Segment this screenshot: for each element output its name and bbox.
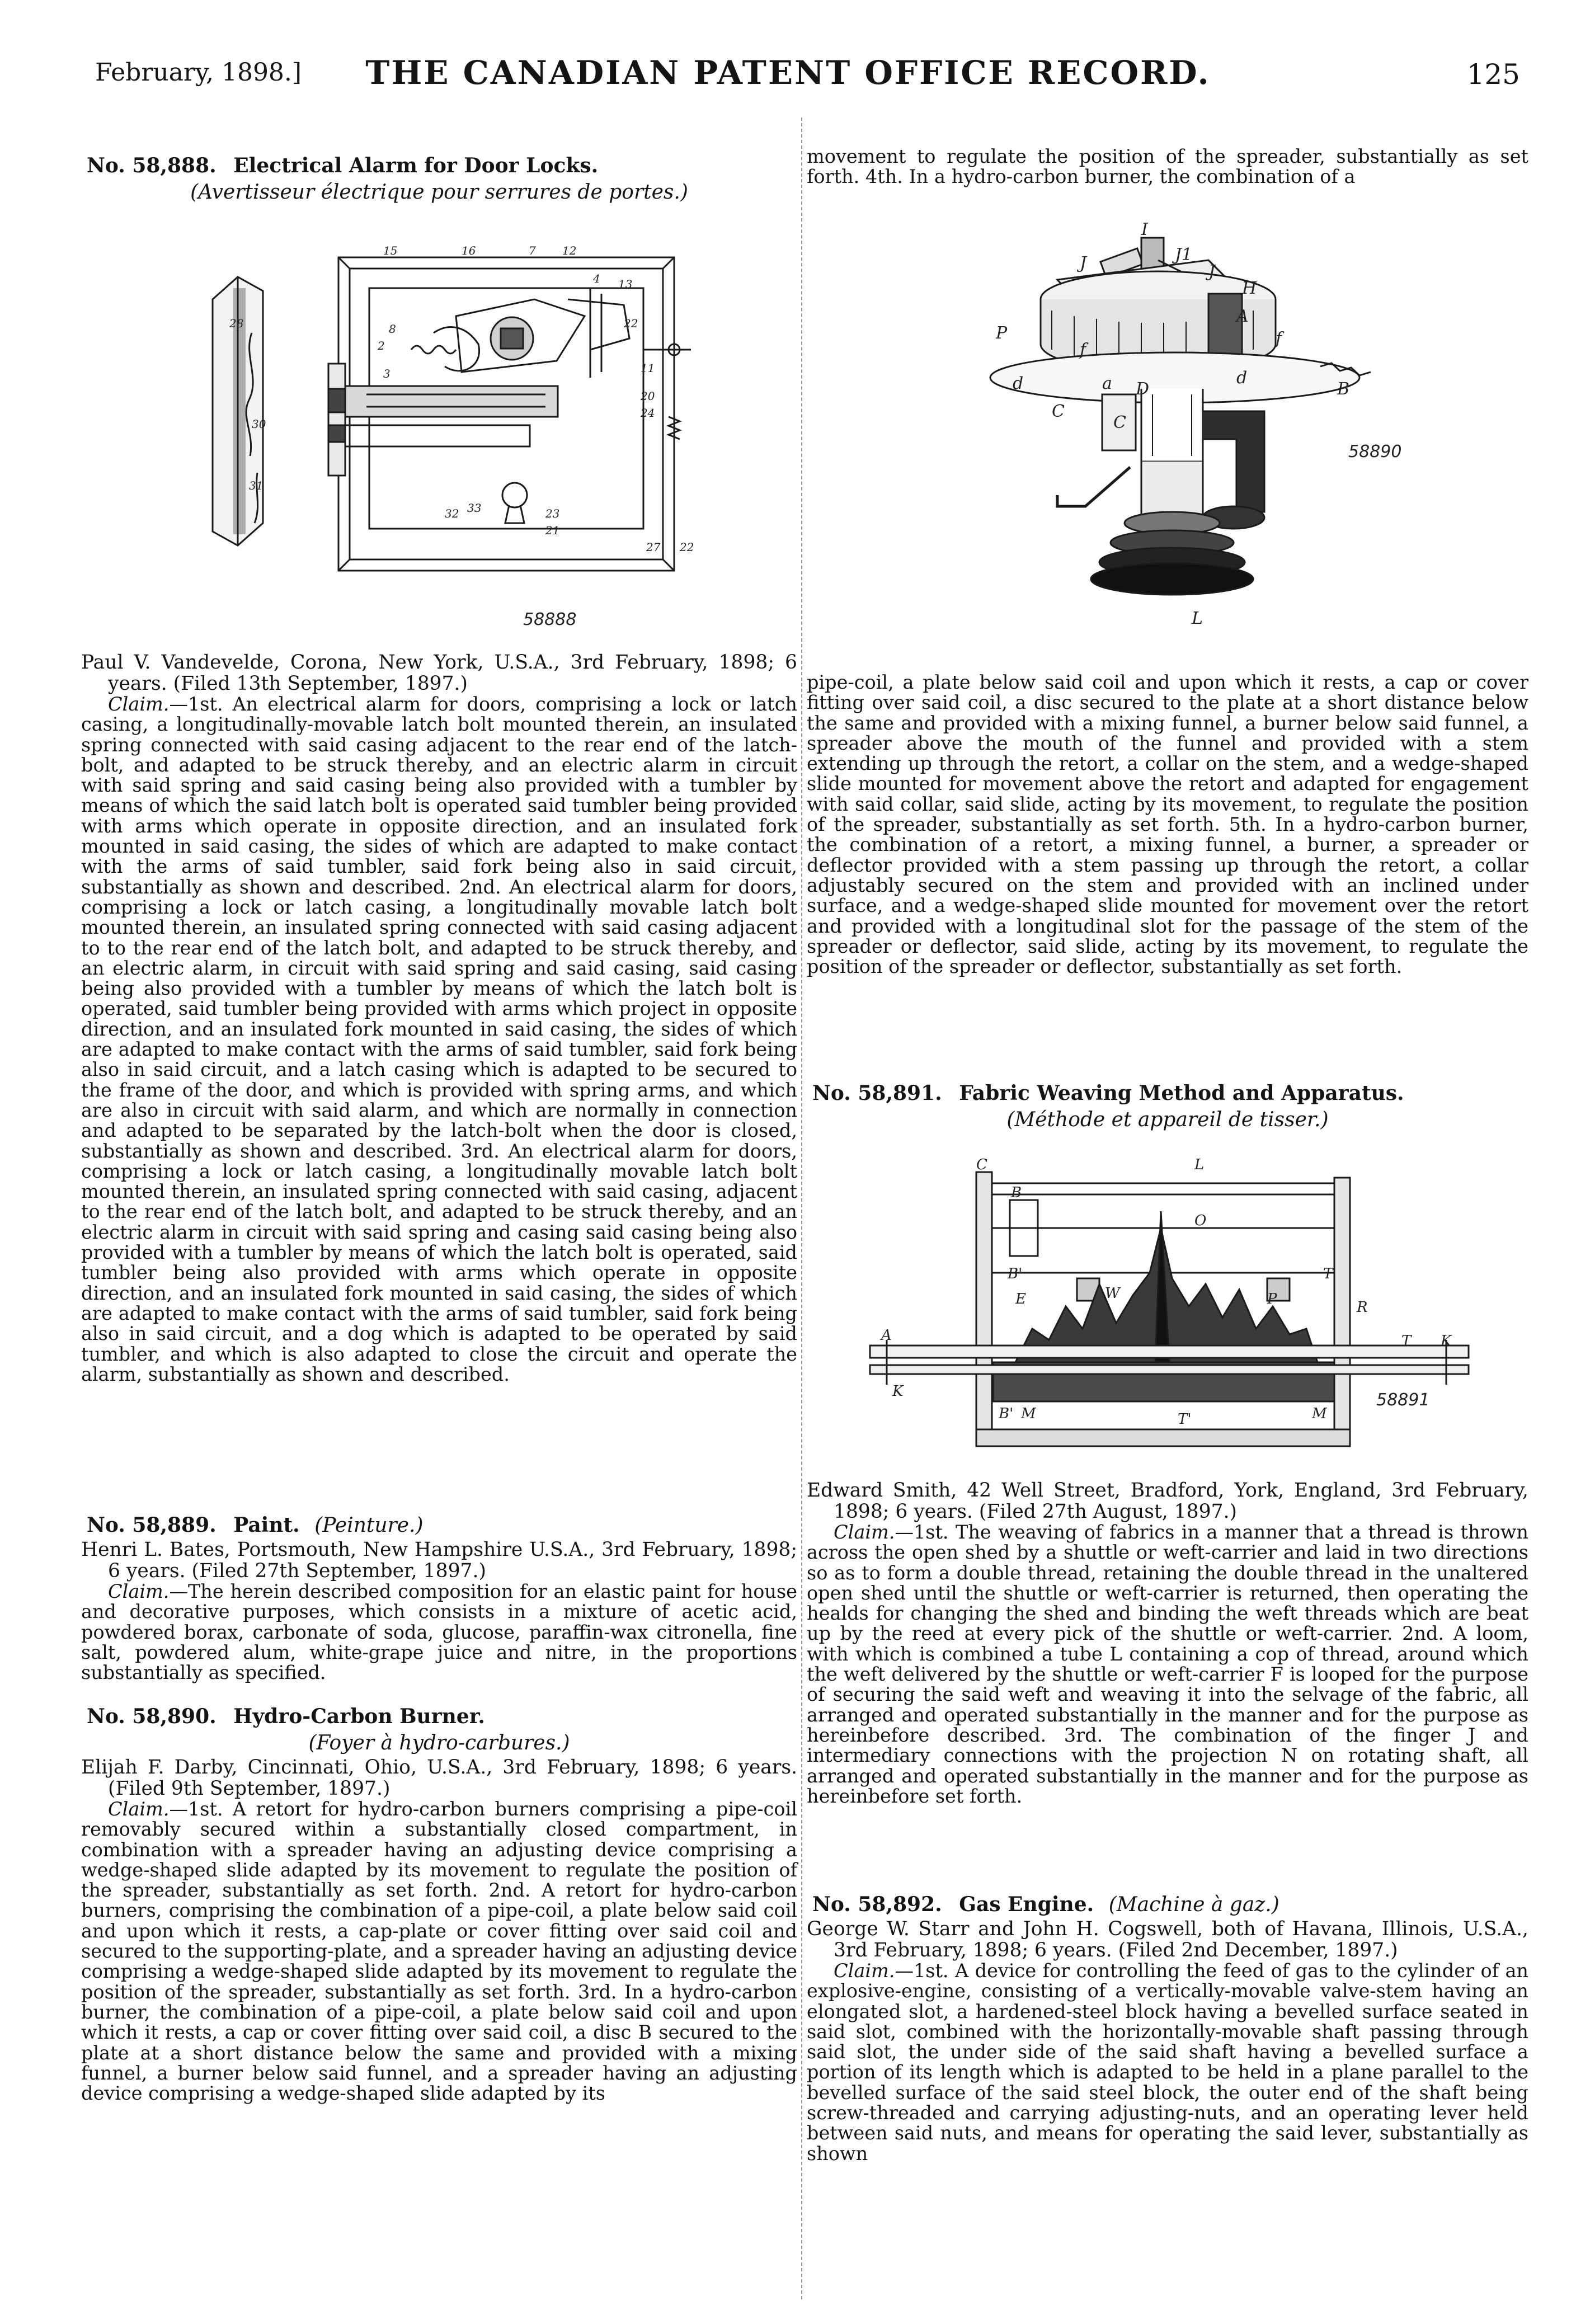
svg-text:A: A [1236,307,1249,326]
patent-title: Electrical Alarm for Door Locks. [233,154,599,177]
patent-number: No. 58,889. [87,1513,217,1537]
patent-58892 [807,1891,1528,2164]
svg-text:D: D [1136,379,1150,399]
svg-text:21: 21 [545,524,560,537]
figure-number: 58891 [1376,1390,1430,1410]
svg-text:P: P [1267,1291,1277,1307]
patent-58888-heading [81,152,797,206]
svg-text:11: 11 [641,361,655,375]
header-date: February, 1898.] [95,58,302,87]
patent-58890-continued [807,147,1528,187]
patent-58890 [81,1703,797,2104]
patent-french-title: (Peinture.) [314,1514,424,1537]
svg-text:B': B' [999,1405,1014,1422]
column-divider [801,117,802,2299]
figure-number: 58890 [1348,442,1402,462]
patent-58890-continued-2 [807,672,1528,977]
claim-label: Claim. [834,1960,895,1982]
patent-58891-heading [807,1080,1528,1133]
patent-french-title: (Avertisseur électrique pour serrures de portes.) [190,181,688,204]
svg-text:24: 24 [641,406,655,420]
svg-text:33: 33 [467,501,482,515]
page-number: 125 [1466,58,1520,91]
inventor-line: George W. Starr and John H. Cogswell, both of Havana, Illinois, U.S.A., 3rd February, 1898; 6 years. (Filed 2nd December, 1897.) [807,1918,1528,1961]
svg-text:8: 8 [389,322,396,336]
svg-text:W: W [1105,1285,1120,1302]
svg-text:T: T [1401,1333,1412,1349]
svg-text:22: 22 [624,317,638,330]
patent-french-title: (Machine à gaz.) [1108,1893,1279,1916]
svg-text:C: C [1113,413,1126,432]
claim-continuation: pipe-coil, a plate below said coil and upon which it rests, a cap or cover fitting over said coil, a disc secured to the plate at a short distance below the same and provided with a mixing funnel, a burner below said funnel, a spreader above the mouth of the funnel and provided with a stem extending up through the retort, a collar on the stem, and a wedge-shaped slide mounted for movement above the retort and adapted for engagement with said collar, said slide, acting by its movement, to regulate the position of the spreader, substantially as set forth. 5th. In a hydro-carbon burner, the combination of a retort, a mixing funnel, a burner, a spreader or deflector provided with a stem passing up through the retort, a collar adjustably secured on the stem and provided with an inclined under surface, and a wedge-shaped slide mounted for movement over the retort and provided with a longitudinal slot for the passage of the stem of the spreader or deflector, said slide, acting by its movement, to regulate the position of the spreader or deflector, substantially as set forth. [807,671,1528,978]
inventor-line: Elijah F. Darby, Cincinnati, Ohio, U.S.A., 3rd February, 1898; 6 years. (Filed 9th September, 1897.) [81,1756,797,1800]
burner-figure [973,220,1432,652]
svg-text:4: 4 [593,272,600,285]
svg-text:E: E [1015,1291,1026,1307]
loom-figure [864,1156,1480,1457]
claim-text: Claim.—1st. A device for controlling the feed of gas to the cylinder of an explosive-engine, consisting of a vertically-movable valve-stem having an elongated slot, a hardened-steel block having a bevelled surface seated in said slot, combined with the horizontally-movable shaft passing through said slot, the under side of the said shaft having a bevelled surface a portion of its length which is adapted to be held in a plane parallel to the bevelled surface of the said steel block, the outer end of the shaft being screw-threaded and carrying adjusting-nuts, and an operating lever held between said nuts, and means for operating the said lever, substantially as shown [807,1960,1528,2165]
svg-text:T': T' [1178,1411,1192,1428]
svg-text:30: 30 [252,417,266,431]
svg-text:I: I [1141,220,1148,239]
svg-text:20: 20 [641,389,655,403]
svg-text:L: L [1192,609,1203,628]
patent-title: Paint. [233,1513,300,1537]
svg-text:B': B' [1008,1266,1023,1282]
page-title: THE CANADIAN PATENT OFFICE RECORD. [365,54,1211,92]
svg-text:23: 23 [545,507,560,520]
svg-text:R: R [1357,1299,1368,1316]
svg-text:J: J [1208,262,1216,281]
svg-text:15: 15 [383,244,398,257]
patent-58888-body [81,652,797,1385]
svg-text:32: 32 [445,507,459,520]
svg-text:13: 13 [618,277,633,291]
patent-french-title: (Méthode et appareil de tisser.) [1006,1108,1329,1131]
svg-text:M: M [1312,1405,1327,1422]
svg-text:C: C [976,1156,987,1173]
door-lock-figure [199,232,694,601]
claim-label: Claim. [108,693,170,715]
patent-58891-body [807,1480,1528,1806]
svg-text:K: K [1441,1333,1452,1349]
svg-text:T: T [1323,1266,1333,1282]
svg-text:C: C [1052,402,1065,421]
patent-title: Hydro-Carbon Burner. [233,1705,485,1728]
figure-number: 58888 [523,610,577,629]
inventor-line: Paul V. Vandevelde, Corona, New York, U.S.A., 3rd February, 1898; 6 years. (Filed 13th September, 1897.) [81,651,797,695]
patent-58889 [81,1512,797,1683]
svg-text:A: A [881,1327,892,1344]
svg-text:12: 12 [562,244,577,257]
svg-text:L: L [1194,1156,1205,1173]
svg-text:27: 27 [646,540,661,554]
svg-text:3: 3 [383,367,391,380]
patent-title: Gas Engine. [959,1893,1094,1916]
patent-title: Fabric Weaving Method and Apparatus. [959,1081,1404,1105]
svg-text:J: J [1080,253,1087,273]
svg-text:7: 7 [529,244,536,257]
svg-text:f: f [1276,329,1282,349]
patent-number: No. 58,888. [87,154,217,177]
svg-text:22: 22 [680,540,694,554]
patent-number: No. 58,890. [87,1705,217,1728]
inventor-line: Henri L. Bates, Portsmouth, New Hampshire U.S.A., 3rd February, 1898; 6 years. (Filed 27th September, 1897.) [81,1539,797,1582]
claim-label: Claim. [108,1580,170,1602]
claim-label: Claim. [108,1798,170,1820]
svg-text:P: P [996,323,1008,343]
patent-number: No. 58,892. [812,1893,942,1916]
svg-text:M: M [1021,1405,1036,1422]
svg-text:a: a [1102,374,1112,393]
svg-text:J1: J1 [1175,245,1193,265]
svg-text:f: f [1080,340,1086,360]
svg-text:2: 2 [378,339,385,352]
svg-text:O: O [1194,1212,1207,1229]
patent-french-title: (Foyer à hydro-carbures.) [308,1732,570,1754]
svg-text:B: B [1011,1184,1022,1201]
claim-continuation: movement to regulate the position of the spreader, substantially as set forth. 4th. In a hydro-carbon burner, the combination of a [807,145,1528,188]
claim-text: Claim.—1st. An electrical alarm for doors, comprising a lock or latch casing, a longitudinally-movable latch bolt mounted therein, an insulated spring connected with said casing adjacent to the rear end of the latch-bolt, and adapted to be struck thereby, and an electric alarm in circuit with said spring and said casing being also provided with a tumbler by means of which the said latch bolt is operated said tumbler being provided with arms which operate in opposite direction, and an insulated fork mounted in said casing, the sides of which are adapted to make contact with the arms of said tumbler, said fork being also in said circuit, substantially as shown and described. 2nd. An electrical alarm for doors, comprising a lock or latch casing, a longitudinally movable latch bolt mounted therein, an insulated spring connected with said casing adjacent to to the rear end of the latch bolt, and adapted to be struck thereby, and an electric alarm, in circuit with said spring and said casing, said casing being also provided with a tumbler by means of which the latch bolt is operated, said tumbler being provided with arms which project in opposite direction, and an insulated fork mounted in said casing, the sides of which are adapted to make contact with the arms of said tumbler, said fork being also in said circuit, and a latch casing which is adapted to be secured to the frame of the door, and which is provided with spring arms, and which are also in circuit with said alarm, and which are normally in connection and adapted to be separated by the latch-bolt when the door is closed, substantially as shown and described. 3rd. An electrical alarm for doors, comprising a lock or latch casing, a longitudinally movable latch bolt mounted therein, an insulated spring connected with said casing, adjacent to the rear end of the latch bolt, and adapted to be struck thereby, and an electric alarm in circuit with said spring and casing said casing being also provided with a tumbler by means of which the latch bolt is operated, said tumbler being also provided with arms which operate in opposite direction, and an insulated fork mounted in said casing, the sides of which are adapted to make contact with the arms of said tumbler, said fork being also in said circuit, and a dog which is adapted to be operated by said tumbler, and which is also adapted to close the circuit and operate the alarm, substantially as shown and described. [81,693,797,1385]
svg-text:H: H [1242,279,1257,298]
inventor-line: Edward Smith, 42 Well Street, Bradford, York, England, 3rd February, 1898; 6 years. (Filed 27th August, 1897.) [807,1479,1528,1523]
svg-text:16: 16 [462,244,476,257]
svg-text:K: K [892,1383,904,1400]
svg-text:B: B [1337,379,1350,399]
claim-text: Claim.—The herein described composition for an elastic paint for house and decorative purposes, which consists in a mixture of acetic acid, powdered borax, carbonate of soda, glucose, paraffin-wax citronella, fine salt, powdered alum, white-grape juice and nitre, in the proportions substantially as specified. [81,1580,797,1684]
svg-text:28: 28 [229,317,244,330]
svg-text:d: d [1013,374,1024,393]
claim-text: Claim.—1st. A retort for hydro-carbon burners comprising a pipe-coil removably secured within a substantially closed compartment, in combination with a spreader having an adjusting device comprising a wedge-shaped slide adapted by its movement to regulate the position of the spreader, substantially as set forth. 2nd. A retort for hydro-carbon burners, comprising the combination of a pipe-coil, a plate below said coil and upon which it rests, a cap-plate or cover fitting over said coil and secured to the supporting-plate, and a spreader having an adjusting device comprising a wedge-shaped slide adapted by its movement to regulate the position of the spreader, substantially as set forth. 3rd. In a hydro-carbon burner, the combination of a pipe-coil, a plate below said coil and upon which it rests, a cap or cover fitting over said coil, a disc B secured to the plate at a short distance below the same and provided with a mixing funnel, a burner below said funnel, and a spreader having an adjusting device comprising a wedge-shaped slide adapted by its [81,1798,797,2105]
svg-text:d: d [1236,368,1248,388]
patent-number: No. 58,891. [812,1081,942,1105]
claim-text: Claim.—1st. The weaving of fabrics in a manner that a thread is thrown across the open shed by a shuttle or weft-carrier and laid in two directions so as to form a double thread, retaining the double thread in the unaltered open shed until the shuttle or weft-carrier is returned, then operating the healds for changing the shed and binding the weft threads which are beat up by the reed at every pick of the shuttle or weft-carrier. 2nd. A loom, with which is combined a tube L containing a cop of thread, around which the weft delivered by the shuttle or weft-carrier F is looped for the purpose of securing the said weft and weaving it into the selvage of the fabric, all arranged and operated substantially in the manner and for the purpose as hereinbefore described. 3rd. The combination of the finger J and intermediary connections with the projection N on rotating shaft, all arranged and operated substantially in the manner and for the purpose as hereinbefore set forth. [807,1521,1528,1807]
claim-label: Claim. [834,1521,895,1543]
svg-text:31: 31 [249,479,264,492]
